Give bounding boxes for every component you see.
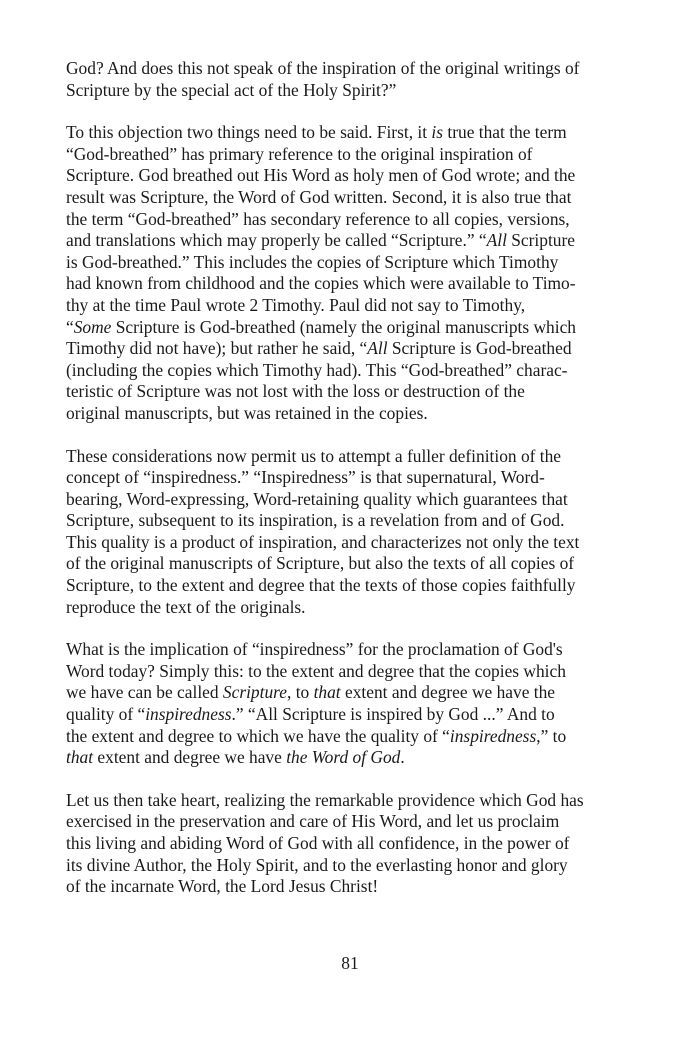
text-line xyxy=(66,639,638,661)
text-line xyxy=(66,58,638,80)
text-line xyxy=(66,855,638,877)
text-line xyxy=(66,467,638,489)
text-line xyxy=(66,510,638,532)
text-run: Word today? Simply this: to the extent and degree that the copies which xyxy=(66,660,566,681)
text-run: ,” to xyxy=(536,725,567,746)
text-line xyxy=(66,338,638,360)
text-run: concept of “inspiredness.” “Inspiredness” is that supernatural, Word- xyxy=(66,467,545,488)
text-line xyxy=(66,553,638,575)
text-run: reproduce the text of the originals. xyxy=(66,596,306,617)
text-line xyxy=(66,876,638,898)
text-line xyxy=(66,187,638,209)
page-number: 81 xyxy=(341,953,359,973)
italic-text: All xyxy=(486,230,507,251)
text-line xyxy=(66,252,638,274)
text-run: These considerations now permit us to attempt a fuller definition of the xyxy=(66,445,562,466)
text-run: is God-breathed.” This includes the copies of Scripture which Timothy xyxy=(66,251,559,272)
text-run: the extent and degree to which we have the quality of “ xyxy=(66,725,450,746)
text-line xyxy=(66,360,638,382)
text-run: exercised in the preservation and care of His Word, and let us proclaim xyxy=(66,811,560,832)
text-run: Scripture, subsequent to its inspiration, is a revelation from and of God. xyxy=(66,510,565,531)
text-run: Scripture by the special act of the Holy Spirit?” xyxy=(66,79,397,100)
text-line xyxy=(66,532,638,554)
text-line xyxy=(66,446,638,468)
text-run: and translations which may properly be called “Scripture.” “ xyxy=(66,230,487,251)
text-line xyxy=(66,295,638,317)
text-run: this living and abiding Word of God with all confidence, in the power of xyxy=(66,833,570,853)
text-line xyxy=(66,381,638,403)
text-line xyxy=(66,726,638,748)
text-line xyxy=(66,704,638,726)
text-line xyxy=(66,811,638,833)
text-line xyxy=(66,122,638,144)
text-run: teristic of Scripture was not lost with the loss or destruction of the xyxy=(66,381,525,402)
text-run: of the original manuscripts of Scripture, but also the texts of all copies of xyxy=(66,553,575,574)
text-run: (including the copies which Timothy had). This “God-breathed” charac- xyxy=(66,359,568,380)
text-run: . xyxy=(400,747,405,768)
text-run: extent and degree we have xyxy=(93,747,287,768)
text-run: Timothy did not have); but rather he said, “ xyxy=(66,338,368,359)
paragraph xyxy=(66,790,638,898)
text-run: Scripture is God-breathed (namely the original manuscripts which xyxy=(111,316,576,337)
text-line xyxy=(66,747,638,769)
paragraph xyxy=(66,639,638,769)
text-run: .” “All Scripture is inspired by God ...” And to xyxy=(231,704,555,725)
text-line xyxy=(66,230,638,252)
italic-text: inspiredness xyxy=(145,704,232,725)
text-line xyxy=(66,489,638,511)
text-run: What is the implication of “inspiredness” for the proclamation of God's xyxy=(66,639,563,660)
italic-text: that xyxy=(66,747,94,768)
text-run: of the incarnate Word, the Lord Jesus Christ! xyxy=(66,876,379,897)
text-run: “God-breathed” has primary reference to the original inspiration of xyxy=(66,143,533,164)
text-line xyxy=(66,682,638,704)
text-run: Scripture is God-breathed xyxy=(387,338,572,359)
text-run: God? And does this not speak of the inspiration of the original writings of xyxy=(66,58,580,78)
text-run: Scripture xyxy=(506,230,575,251)
text-run: , to xyxy=(287,682,314,703)
text-run: the term “God-breathed” has secondary reference to all copies, versions, xyxy=(66,208,570,229)
paragraph xyxy=(66,58,638,101)
text-run: This quality is a product of inspiration, and characterizes not only the text xyxy=(66,531,580,552)
italic-text: inspiredness xyxy=(449,725,537,746)
text-run: extent and degree we have the xyxy=(340,682,556,703)
text-run: original manuscripts, but was retained in the copies. xyxy=(66,402,428,423)
text-line xyxy=(66,790,638,812)
italic-text: that xyxy=(313,682,341,703)
text-run: To this objection two things need to be said. First, it xyxy=(66,122,432,143)
text-run: result was Scripture, the Word of God written. Second, it is also true that xyxy=(66,186,572,207)
text-line xyxy=(66,597,638,619)
text-run: true that the term xyxy=(443,122,567,143)
paragraph xyxy=(66,122,638,424)
text-line xyxy=(66,317,638,339)
italic-text: Some xyxy=(73,316,112,337)
text-line xyxy=(66,144,638,166)
text-line xyxy=(66,209,638,231)
italic-text: the Word of God xyxy=(286,747,401,768)
text-line xyxy=(66,403,638,425)
page-body xyxy=(66,58,638,919)
text-run: its divine Author, the Holy Spirit, and to the everlasting honor and glory xyxy=(66,854,568,875)
text-run: Scripture. God breathed out His Word as holy men of God wrote; and the xyxy=(66,165,576,186)
text-line xyxy=(66,165,638,187)
text-run: we have can be called xyxy=(66,682,223,703)
text-run: quality of “ xyxy=(66,704,146,725)
italic-text: Scripture xyxy=(222,682,287,703)
text-run: bearing, Word-expressing, Word-retaining quality which guarantees that xyxy=(66,488,568,509)
text-run: Scripture, to the extent and degree that the texts of those copies faithfully xyxy=(66,575,576,596)
paragraph xyxy=(66,446,638,619)
text-line xyxy=(66,575,638,597)
italic-text: All xyxy=(367,338,388,359)
text-run: “ xyxy=(66,316,74,337)
text-line xyxy=(66,80,638,102)
text-line xyxy=(66,661,638,683)
italic-text: is xyxy=(431,122,444,143)
text-line xyxy=(66,833,638,855)
text-run: had known from childhood and the copies which were available to Timo- xyxy=(66,273,576,294)
text-run: thy at the time Paul wrote 2 Timothy. Paul did not say to Timothy, xyxy=(66,294,526,315)
text-run: Let us then take heart, realizing the remarkable providence which God has xyxy=(66,789,584,810)
text-line xyxy=(66,273,638,295)
